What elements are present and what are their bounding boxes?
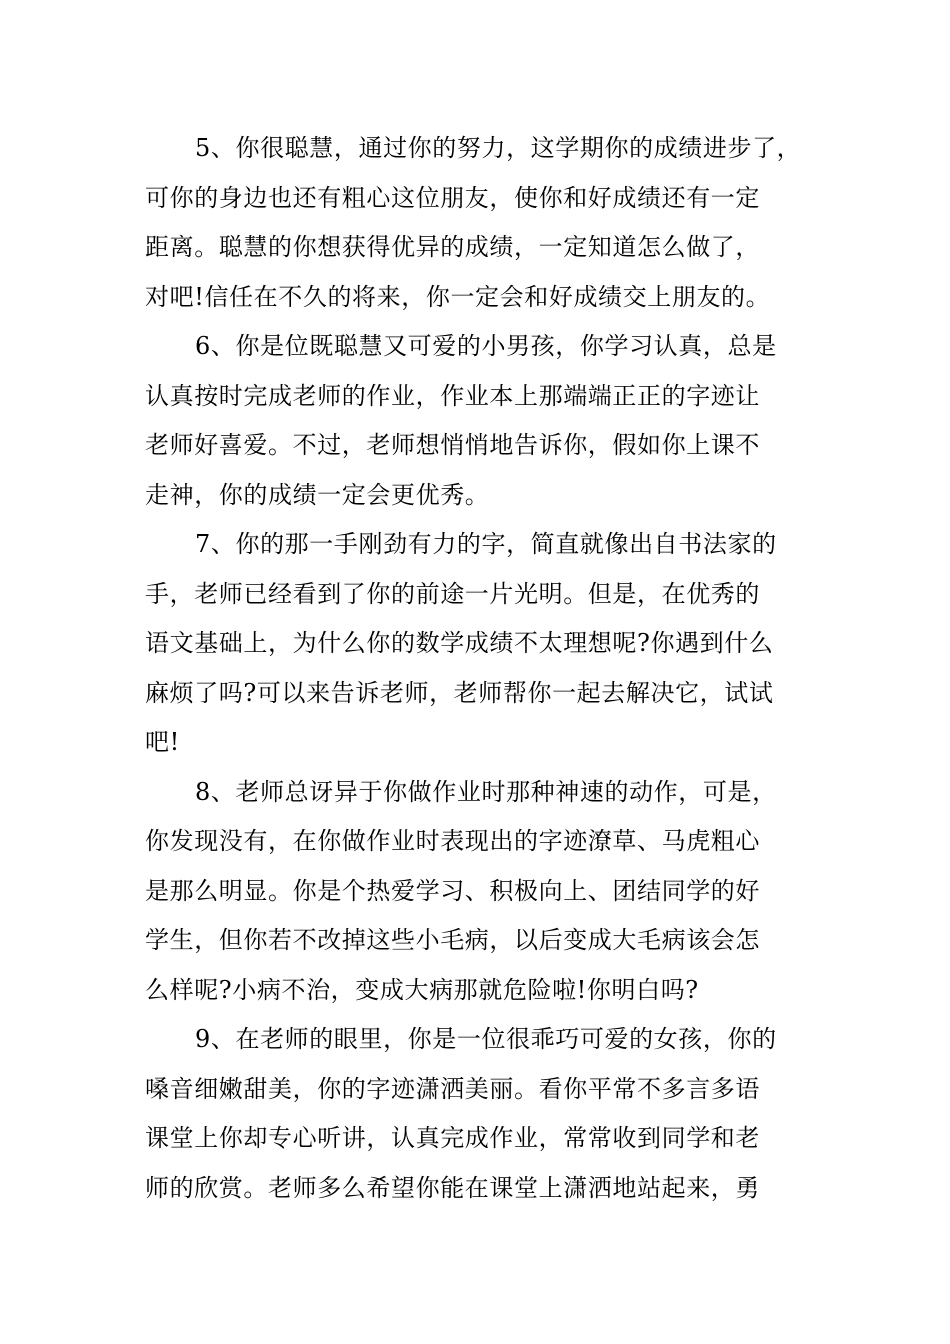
paragraph-line: 9、在老师的眼里，你是一位很乖巧可爱的女孩，你的	[195, 1025, 777, 1053]
paragraph-line: 学生，但你若不改掉这些小毛病，以后变成大毛病该会怎	[145, 926, 760, 954]
paragraph-9	[145, 1015, 810, 1213]
paragraph-line: 是那么明显。你是个热爱学习、积极向上、团结同学的好	[145, 876, 760, 905]
paragraph-line: 麻烦了吗?可以来告诉老师，老师帮你一起去解决它，试试	[145, 678, 774, 707]
paragraph-line: 课堂上你却专心听讲，认真完成作业，常常收到同学和老	[145, 1124, 760, 1152]
paragraph-line: 对吧!信任在不久的将来，你一定会和好成绩交上朋友的。	[145, 282, 771, 311]
paragraph-line: 嗓音细嫩甜美，你的字迹潇洒美丽。看你平常不多言多语	[145, 1074, 760, 1103]
paragraph-6	[145, 322, 810, 520]
paragraph-line: 走神，你的成绩一定会更优秀。	[145, 480, 490, 509]
paragraph-line: 7、你的那一手刚劲有力的字，简直就像出自书法家的	[195, 530, 777, 558]
paragraph-5	[145, 124, 810, 322]
paragraph-line: 距离。聪慧的你想获得优异的成绩，一定知道怎么做了，	[145, 233, 760, 261]
paragraph-line: 么样呢?小病不治，变成大病那就危险啦!你明白吗?	[145, 975, 699, 1004]
paragraph-line: 老师好喜爱。不过，老师想悄悄地告诉你，假如你上课不	[145, 431, 760, 459]
paragraph-line: 8、老师总讶异于你做作业时那种神速的动作，可是，	[195, 777, 777, 806]
document-body	[145, 124, 810, 1213]
paragraph-line: 吧!	[145, 728, 180, 756]
paragraph-line: 手，老师已经看到了你的前途一片光明。但是，在优秀的	[145, 579, 760, 608]
paragraph-line: 你发现没有，在你做作业时表现出的字迹潦草、马虎粗心	[145, 827, 760, 855]
paragraph-line: 可你的身边也还有粗心这位朋友，使你和好成绩还有一定	[145, 183, 760, 212]
paragraph-line: 语文基础上，为什么你的数学成绩不太理想呢?你遇到什么	[145, 629, 774, 657]
paragraph-line: 师的欣赏。老师多么希望你能在课堂上潇洒地站起来，勇	[145, 1173, 760, 1202]
paragraph-line: 6、你是位既聪慧又可爱的小男孩，你学习认真，总是	[195, 332, 777, 360]
paragraph-line: 认真按时完成老师的作业，作业本上那端端正正的字迹让	[145, 381, 760, 410]
paragraph-line: 5、你很聪慧，通过你的努力，这学期你的成绩进步了，	[195, 134, 802, 162]
paragraph-7	[145, 520, 810, 768]
paragraph-8	[145, 768, 810, 1016]
